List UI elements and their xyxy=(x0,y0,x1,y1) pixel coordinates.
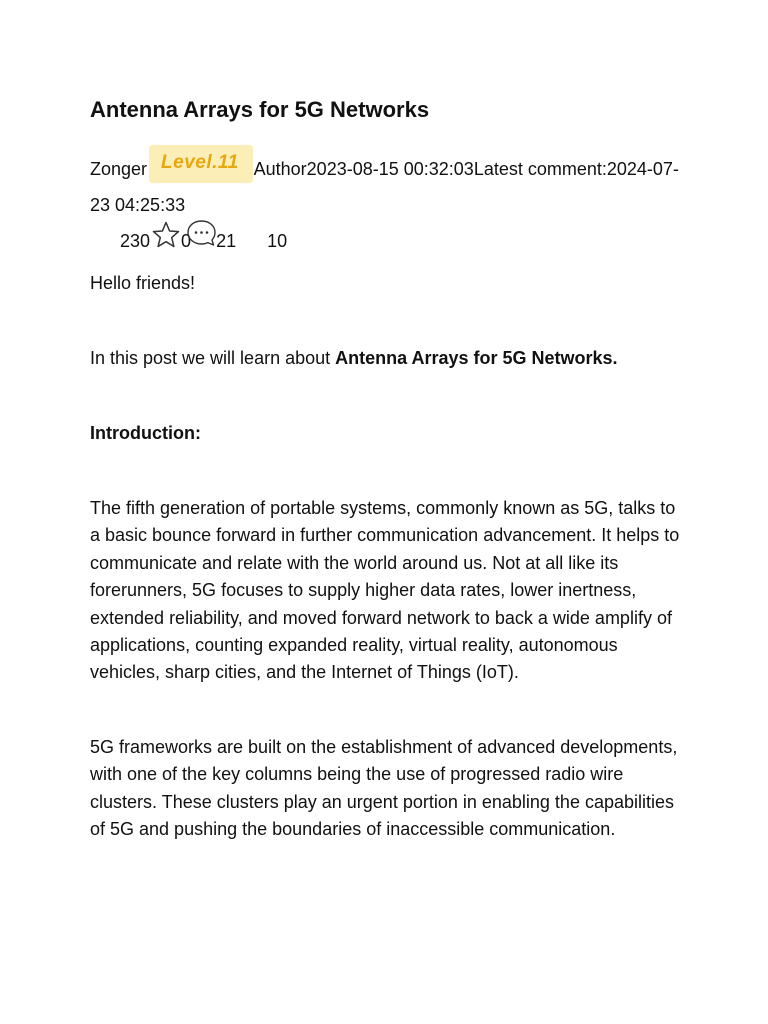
body-paragraph-1: The fifth generation of portable systems, commonly known as 5G, talks to a basic bounce forward in further communication advancement. It helps to communicate and relate with the world around us. Not at all like its forerunners, 5G focuses to supply higher data rates, lower inertness, extended reliability, and moved forward network to back a wide amplify of applications, counting expanded reality, virtual reality, autonomous vehicles, sharp cities, and the Internet of Things (IoT). xyxy=(90,498,680,683)
post-meta xyxy=(90,154,690,219)
intro-topic: Antenna Arrays for 5G Networks. xyxy=(335,348,618,368)
comments-count: 21 xyxy=(216,231,237,251)
post-title: Antenna Arrays for 5G Networks xyxy=(90,97,430,122)
views-count: 230 xyxy=(120,231,151,251)
intro-paragraph xyxy=(90,345,690,372)
post-dates: Author2023-08-15 00:32:03Latest comment:2024-07-23 04:25:33 xyxy=(90,159,679,215)
star-icon[interactable] xyxy=(151,220,181,250)
post-stats xyxy=(120,222,287,252)
author-name[interactable]: Zonger xyxy=(90,159,148,179)
comment-icon[interactable] xyxy=(185,218,218,248)
level-badge: Level.11 xyxy=(149,145,253,183)
intro-text: In this post we will learn about xyxy=(90,348,336,368)
likes-count: 0 xyxy=(181,231,192,251)
shares-count: 10 xyxy=(267,231,288,251)
body-paragraph-2: 5G frameworks are built on the establishment of advanced developments, with one of the key columns being the use of progressed radio wire clusters. These clusters play an urgent portion in enabling the capabilities of 5G and pushing the boundaries of inaccessible communication. xyxy=(90,737,678,840)
section-heading: Introduction: xyxy=(90,423,201,443)
greeting-text: Hello friends! xyxy=(90,273,196,293)
